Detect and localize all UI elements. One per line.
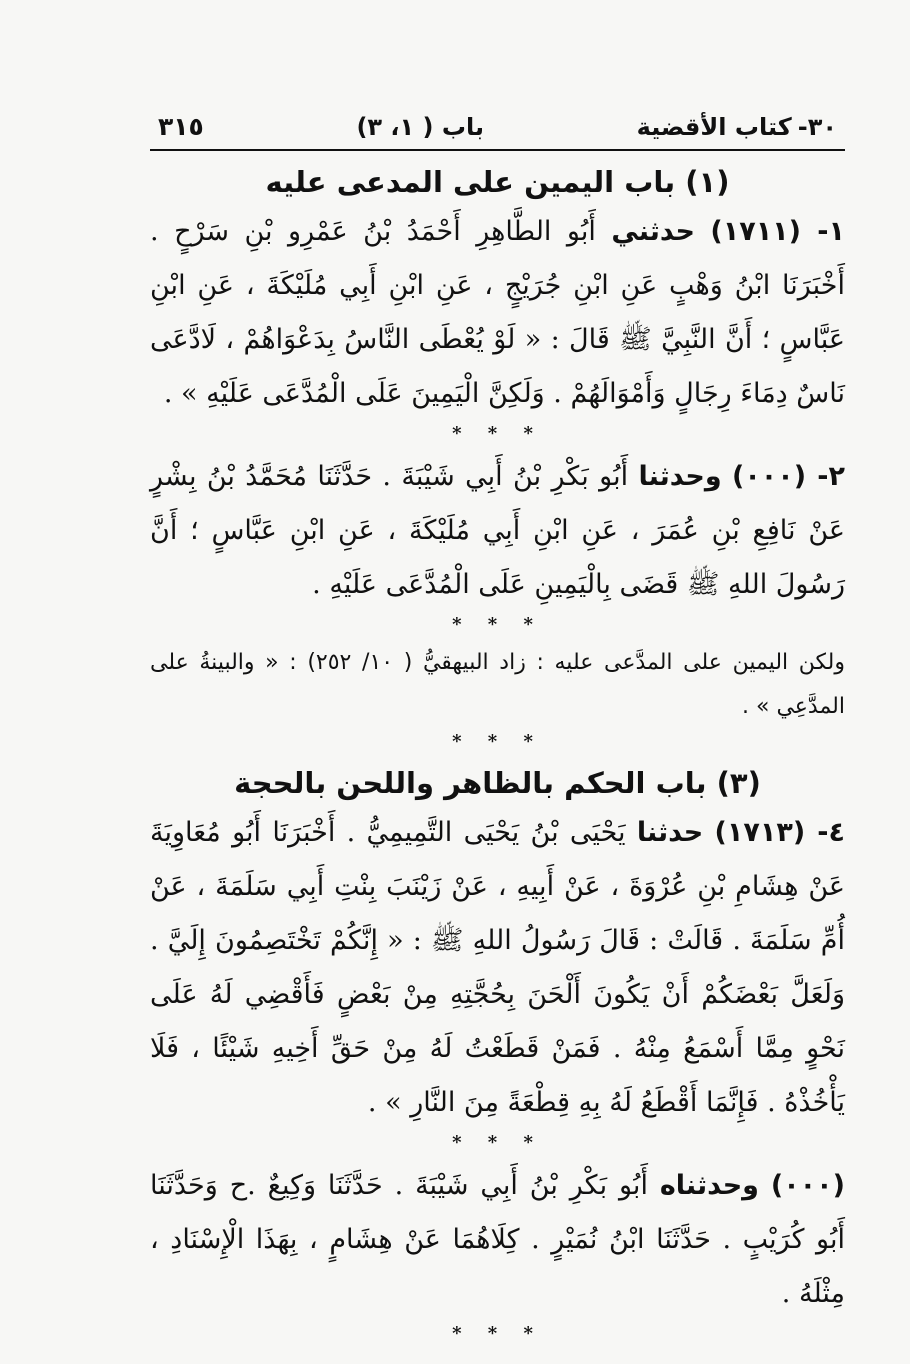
hadith-5 <box>150 1159 845 1321</box>
hadith-number: ١- (١٧١١) <box>710 216 845 247</box>
separator-stars: * * * <box>452 731 543 752</box>
page-number: ٣١٥ <box>158 112 204 141</box>
separator-stars: * * * <box>452 614 543 635</box>
section-title-1: (١) باب اليمين على المدعى عليه <box>265 165 730 199</box>
section-range: باب ( ١، ٣) <box>356 113 485 141</box>
hadith-text: يَحْيَى بْنُ يَحْيَى التَّمِيمِيُّ . أَخْبَرَنَا أَبُو مُعَاوِيَةَ عَنْ هِشَامِ بْنِ عُرْوَةَ ، عَنْ أَبِيهِ ، عَنْ زَيْنَبَ بِنْتِ أَبِي سَلَمَةَ ، عَنْ أُمِّ سَلَمَةَ . قَالَتْ : قَالَ رَسُولُ اللهِ ﷺ : « إِنَّكُمْ تَخْتَصِمُونَ إِلَيَّ . وَلَعَلَّ بَعْضَكُمْ أَنْ يَكُونَ أَلْحَنَ بِحُجَّتِهِ مِنْ بَعْضٍ فَأَقْضِي لَهُ عَلَى نَحْوٍ مِمَّا أَسْمَعُ مِنْهُ . فَمَنْ قَطَعْتُ لَهُ مِنْ حَقِّ أَخِيهِ شَيْئًا ، فَلَا يَأْخُذْهُ . فَإِنَّمَا أَقْطَعُ لَهُ بِهِ قِطْعَةً مِنَ النَّارِ » . <box>150 817 845 1118</box>
hadith-lead: حدثنا <box>636 817 704 848</box>
hadith-lead: وحدثنا <box>638 461 722 492</box>
separator-stars: * * * <box>452 423 543 444</box>
hadith-text: أَبُو بَكْرِ بْنُ أَبِي شَيْبَةَ . حَدَّثَنَا وَكِيعٌ .ح وَحَدَّثَنَا أَبُو كُرَيْبٍ . حَدَّثَنَا ابْنُ نُمَيْرٍ . كِلَاهُمَا عَنْ هِشَامٍ ، بِهَذَا الْإِسْنَادِ ، مِثْلَهُ . <box>150 1170 845 1309</box>
hadith-lead: وحدثناه <box>659 1170 759 1201</box>
hadith-2 <box>150 450 845 612</box>
chapter-number: ٣٠- <box>797 113 837 141</box>
hadith-number: ٢- (٠٠٠) <box>731 461 845 492</box>
hadith-number: (٠٠٠) <box>770 1170 845 1201</box>
chapter-heading <box>637 113 837 141</box>
book-page <box>150 112 845 1350</box>
hadith-text: أَبُو بَكْرِ بْنُ أَبِي شَيْبَةَ . حَدَّثَنَا مُحَمَّدُ بْنُ بِشْرٍ عَنْ نَافِعِ بْنِ عُمَرَ ، عَنِ ابْنِ أَبِي مُلَيْكَةَ ، عَنِ ابْنِ عَبَّاسٍ ؛ أَنَّ رَسُولَ اللهِ ﷺ قَضَى بِالْيَمِينِ عَلَى الْمُدَّعَى عَلَيْهِ . <box>150 461 845 600</box>
hadith-4 <box>150 806 845 1130</box>
hadith-lead: حدثني <box>611 216 695 247</box>
separator-stars: * * * <box>452 1323 543 1344</box>
chapter-title: كتاب الأقضية <box>636 113 792 141</box>
hadith-number: ٤- (١٧١٣) <box>714 817 845 848</box>
hadith-text: أَبُو الطَّاهِرِ أَحْمَدُ بْنُ عَمْرِو بْنِ سَرْحٍ . أَخْبَرَنَا ابْنُ وَهْبٍ عَنِ ابْنِ جُرَيْجٍ ، عَنِ ابْنِ أَبِي مُلَيْكَةَ ، عَنِ ابْنِ عَبَّاسٍ ؛ أَنَّ النَّبِيَّ ﷺ قَالَ : « لَوْ يُعْطَى النَّاسُ بِدَعْوَاهُمْ ، لَادَّعَى نَاسٌ دِمَاءَ رِجَالٍ وَأَمْوَالَهُمْ . وَلَكِنَّ الْيَمِينَ عَلَى الْمُدَّعَى عَلَيْهِ » . <box>150 216 845 409</box>
commentary-note: ولكن اليمين على المدَّعى عليه : زاد البيهقيُّ ( ١٠/ ٢٥٢) : « والبينةُ على المدَّعِي » . <box>150 650 845 719</box>
running-header <box>150 112 845 151</box>
separator-stars: * * * <box>452 1132 543 1153</box>
section-title-3: (٣) باب الحكم بالظاهر واللحن بالحجة <box>234 766 761 800</box>
hadith-1 <box>150 205 845 421</box>
